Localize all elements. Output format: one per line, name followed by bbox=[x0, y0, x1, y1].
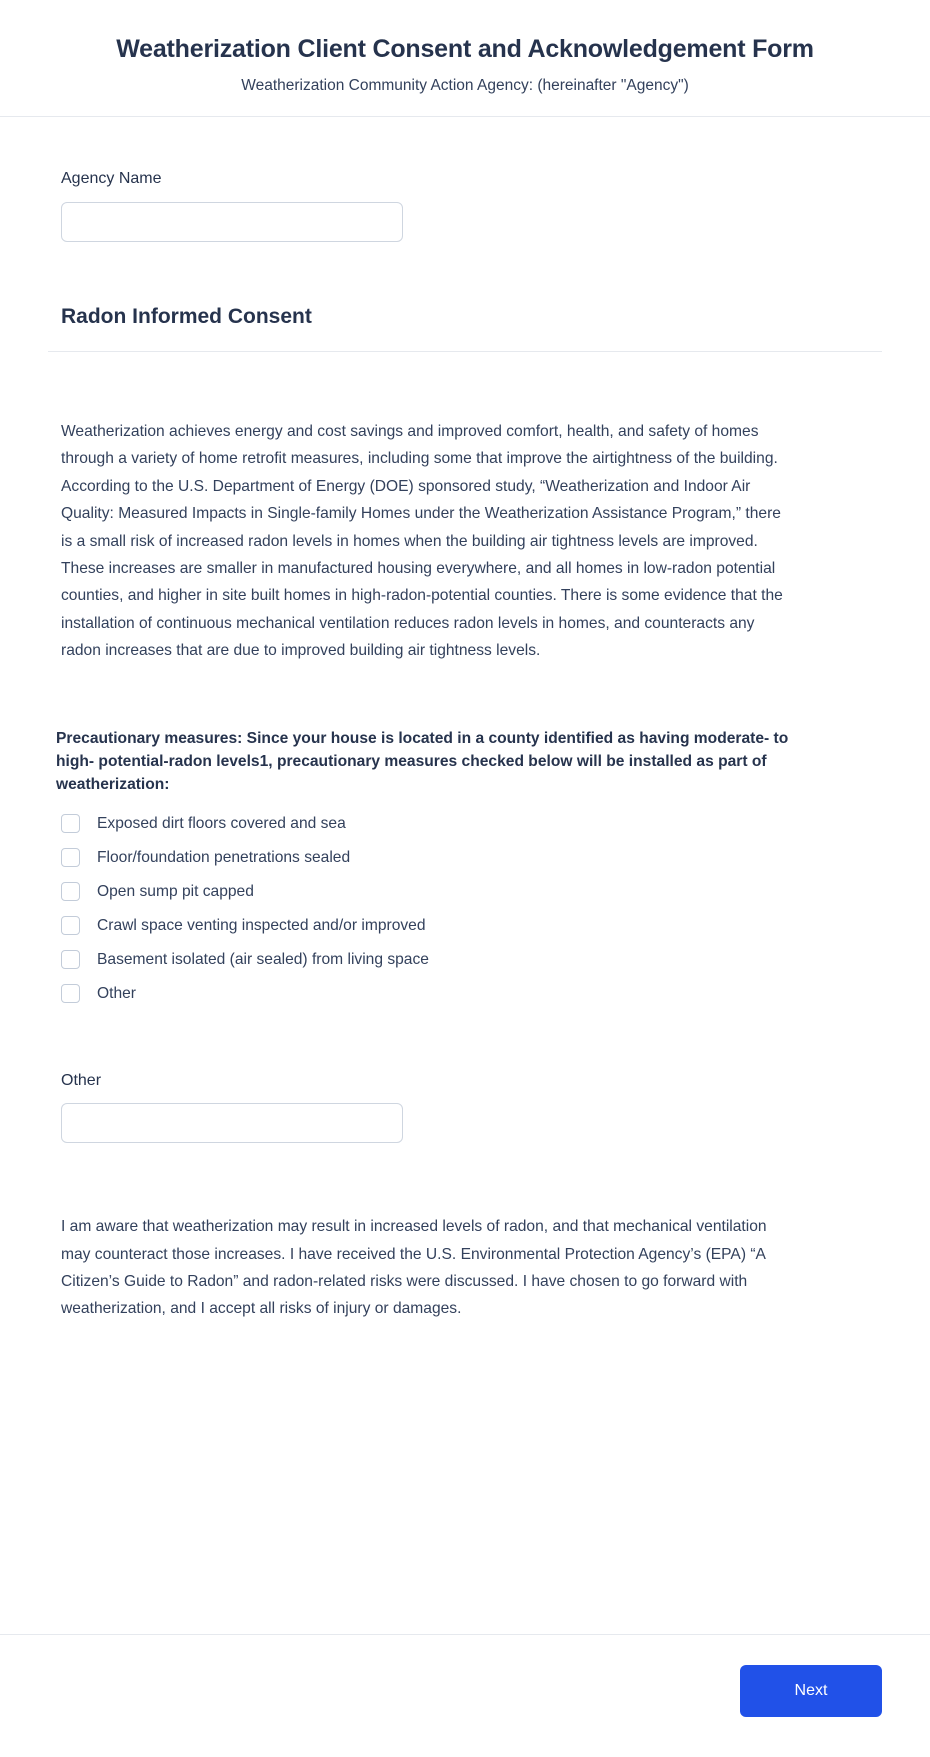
radon-section-header bbox=[48, 242, 882, 352]
precautionary-measures-block bbox=[48, 665, 882, 1011]
checkbox-icon[interactable] bbox=[61, 916, 80, 935]
closing-paragraph: I am aware that weatherization may result in increased levels of radon, and that mechanical ventilation may counteract those increases. I have received the U.S. Environmental Protection Agency’s (EPA) “A Citizen’s Guide to Radon” and radon-related risks were discussed. I have chosen to go forward with weatherization, and I accept all risks of injury or damages. bbox=[61, 1218, 767, 1318]
other-field-group bbox=[48, 1011, 882, 1143]
checkbox-icon[interactable] bbox=[61, 848, 80, 867]
checkbox-row[interactable] bbox=[61, 807, 882, 841]
precautionary-measures-checkbox-list bbox=[48, 807, 882, 1011]
agency-name-label: Agency Name bbox=[61, 170, 162, 188]
checkbox-icon[interactable] bbox=[61, 984, 80, 1003]
checkbox-label: Open sump pit capped bbox=[97, 882, 254, 900]
checkbox-label: Exposed dirt floors covered and sea bbox=[97, 814, 346, 832]
intro-paragraph: Weatherization achieves energy and cost savings and improved comfort, health, and safety of homes through a variety of home retrofit measures, including some that improve the airtightness of the building. According to the U.S. Department of Energy (DOE) sponsored study, “Weatherization and Indoor Air Quality: Measured Impacts in Single-family Homes under the Weatherization Assistance Program,” there is a small risk of increased radon levels in homes when the building air tightness levels are improved. These increases are smaller in manufactured housing everywhere, and all homes in low-radon potential counties, and higher in site built homes in high-radon-potential counties. There is some evidence that the installation of continuous mechanical ventilation reduces radon levels in homes, and counteracts any radon increases that are due to improved building air tightness levels. bbox=[61, 422, 783, 660]
checkbox-icon[interactable] bbox=[61, 882, 80, 901]
checkbox-label: Crawl space venting inspected and/or improved bbox=[97, 916, 426, 934]
other-input[interactable] bbox=[61, 1103, 403, 1143]
form-header bbox=[0, 0, 930, 117]
checkbox-row[interactable] bbox=[61, 841, 882, 875]
next-button[interactable]: Next bbox=[740, 1665, 882, 1717]
checkbox-label: Other bbox=[97, 984, 136, 1002]
checkbox-row[interactable] bbox=[61, 909, 882, 943]
checkbox-icon[interactable] bbox=[61, 814, 80, 833]
checkbox-label: Floor/foundation penetrations sealed bbox=[97, 848, 351, 866]
page-subtitle: Weatherization Community Action Agency: (hereinafter "Agency") bbox=[241, 77, 689, 95]
checkbox-label: Basement isolated (air sealed) from living space bbox=[97, 950, 429, 968]
other-label: Other bbox=[61, 1071, 102, 1089]
checkbox-row[interactable] bbox=[61, 943, 882, 977]
closing-paragraph-block bbox=[48, 1143, 882, 1379]
measures-intro-text: Precautionary measures: Since your house is located in a county identified as having moderate- to high- potential-radon levels1, precautionary measures checked below will be installed as part of weatherization: bbox=[56, 729, 789, 794]
checkbox-row[interactable] bbox=[61, 875, 882, 909]
agency-name-input[interactable] bbox=[61, 202, 403, 242]
page-title: Weatherization Client Consent and Acknowledgement Form bbox=[116, 35, 814, 63]
agency-name-field-group bbox=[48, 117, 882, 241]
section-title: Radon Informed Consent bbox=[61, 304, 312, 328]
checkbox-icon[interactable] bbox=[61, 950, 80, 969]
intro-paragraph-block bbox=[48, 352, 882, 665]
form-body bbox=[0, 117, 930, 1634]
form-footer bbox=[0, 1634, 930, 1757]
checkbox-row[interactable] bbox=[61, 977, 882, 1011]
